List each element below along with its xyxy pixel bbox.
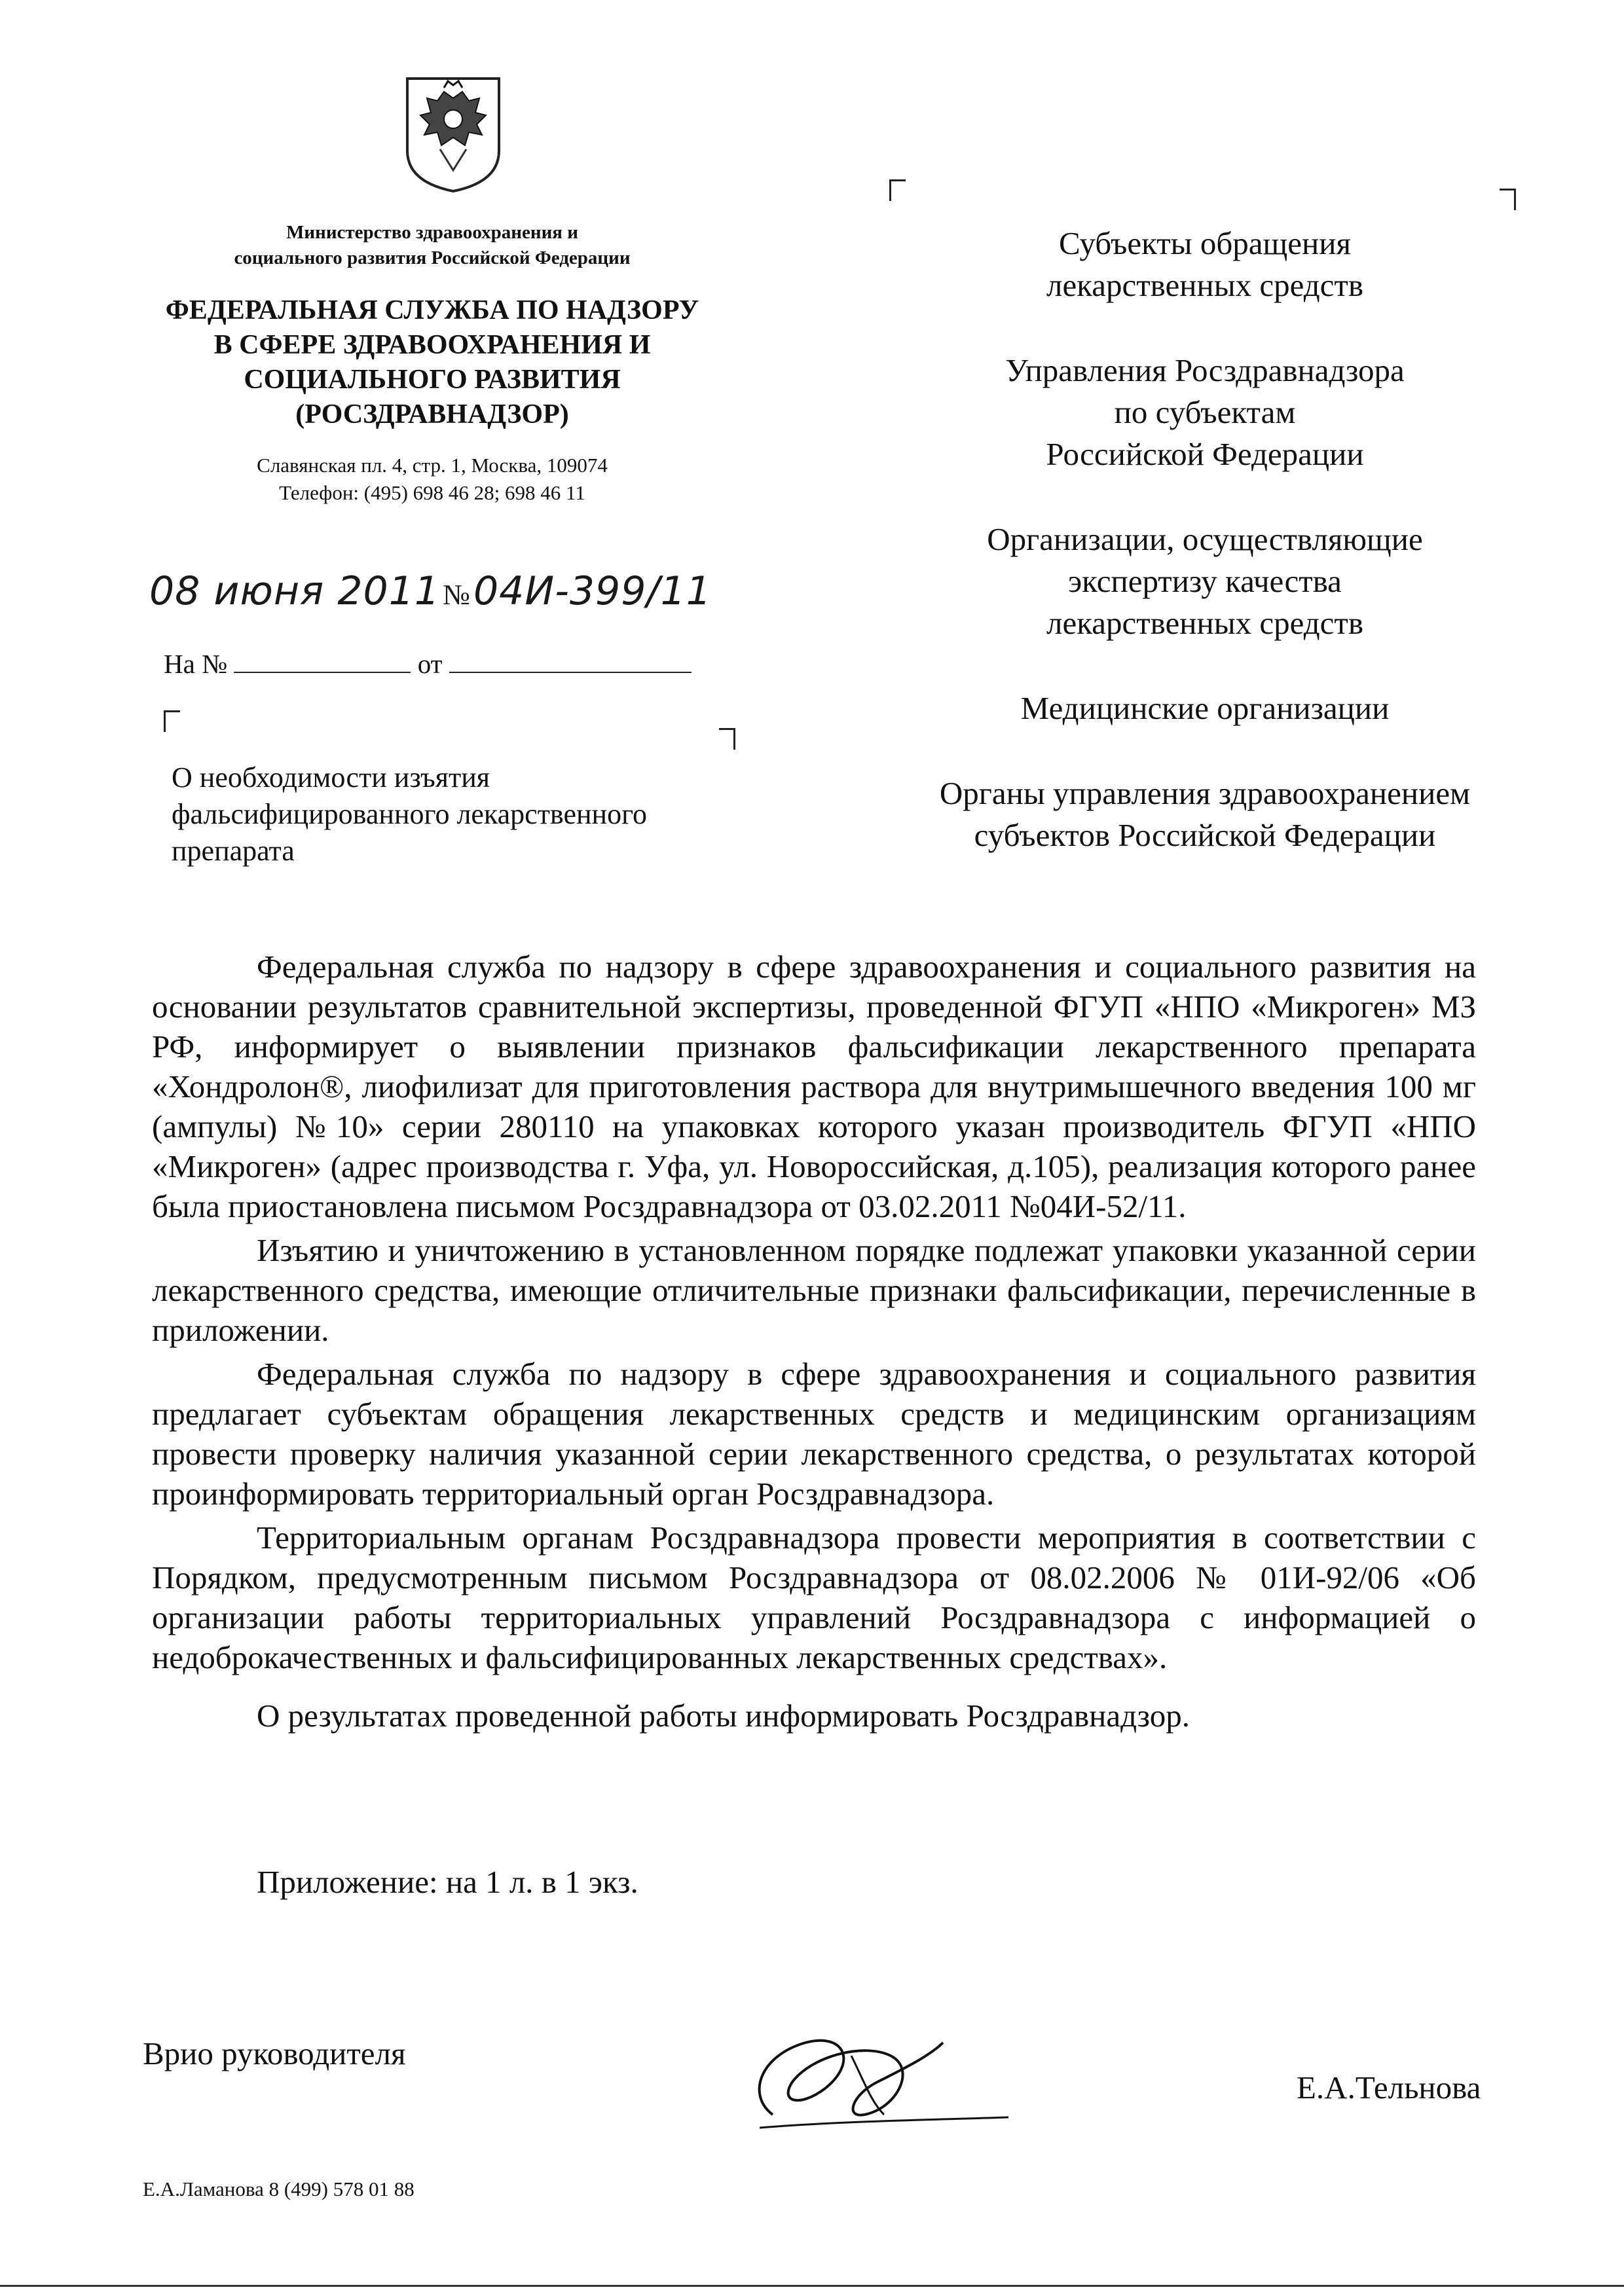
- letter-body: [152, 947, 1476, 1740]
- body-paragraph: Федеральная служба по надзору в сфере здравоохранения и социального развития на основании результатов сравнительной экспертизы, проведенной ФГУП «НПО «Микроген» МЗ РФ, информирует о выявлении признаков фальсификации лекарственного препарата «Хондролон®, лиофилизат для приготовления раствора для внутримышечного введения 100 мг (ампулы) №10» серии 280110 на упаковках которого указан производитель ФГУП «НПО «Микроген» (адрес производства г. Уфа, ул. Новороссийская, д.105), реализация которого ранее была приостановлена письмом Росздравнадзора от 03.02.2011 №04И-52/11.: [152, 949, 1476, 1224]
- appendix-note: Приложение: на 1 л. в 1 экз.: [257, 1864, 638, 1900]
- reference-number-label: На №: [164, 649, 228, 679]
- letter-subject: О необходимости изъятия фальсифицированного лекарственного препарата: [172, 761, 648, 867]
- body-paragraph: Федеральная служба по надзору в сфере здравоохранения и социального развития предлагает субъектам обращения лекарственных средств и медицинским организациям провести проверку наличия указанной серии лекарственного средства, о результатах которой проинформировать территориальный орган Росздравнадзора.: [152, 1356, 1476, 1512]
- body-paragraph: Территориальным органам Росздравнадзора провести мероприятия в соответствии с Порядком, предусмотренным письмом Росздравнадзора от 08.02.2006 № 01И-92/06 «Об организации работы территориальных управлений Росздравнадзора с информацией о недоброкачественных и фальсифицированных лекарственных средствах».: [152, 1520, 1476, 1675]
- addressee-item: Органы управления здравоохранением субъектов Российской Федерации: [939, 775, 1471, 853]
- addressee-corner-right: [1500, 189, 1516, 210]
- addressee-corner-left: [889, 179, 906, 201]
- service-address: Славянская пл. 4, стр. 1, Москва, 109074 Телефон: (495) 698 46 28; 698 46 11: [257, 454, 608, 504]
- ministry-name: Министерство здравоохранения и социального развития Российской Федерации: [234, 222, 631, 268]
- registration-number: 04И-399/11: [473, 568, 712, 614]
- registration-date: 08 июня 2011: [149, 568, 441, 614]
- signatory-title: Врио руководителя: [143, 2035, 406, 2071]
- reference-number-blank: [234, 648, 411, 673]
- subject-corner-left: [164, 710, 180, 732]
- addressee-item: Медицинские организации: [1020, 690, 1390, 726]
- addressee-item: Управления Росздравнадзора по субъектам Российской Федерации: [1005, 352, 1405, 472]
- coat-of-arms-emblem: [398, 72, 508, 195]
- reference-date-label: от: [417, 649, 443, 679]
- reference-line: [164, 648, 740, 680]
- executor-contact: Е.А.Ламанова 8 (499) 578 01 88: [143, 2178, 415, 2200]
- addressee-list: [871, 223, 1539, 900]
- handwritten-signature: [733, 2016, 1022, 2147]
- body-paragraph: Изъятию и уничтожению в установленном порядке подлежат упаковки указанной серии лекарственного средства, имеющие отличительные признаки фальсификации, перечисленные в приложении.: [152, 1232, 1476, 1348]
- addressee-item: Субъекты обращения лекарственных средств: [1046, 225, 1363, 303]
- number-sign: №: [443, 579, 471, 611]
- addressee-item: Организации, осуществляющие экспертизу качества лекарственных средств: [987, 521, 1423, 641]
- subject-corner-right: [719, 728, 735, 750]
- registration-line: [149, 568, 778, 627]
- page-bottom-rule: [0, 2285, 1624, 2287]
- service-name: ФЕДЕРАЛЬНАЯ СЛУЖБА ПО НАДЗОРУ В СФЕРЕ ЗДРАВООХРАНЕНИЯ И СОЦИАЛЬНОГО РАЗВИТИЯ (РОСЗДРАВНАДЗОР): [165, 295, 699, 429]
- body-paragraph: О результатах проведенной работы информировать Росздравнадзор.: [257, 1698, 1190, 1734]
- signatory-name: Е.А.Тельнова: [1297, 2069, 1481, 2105]
- reference-date-blank: [449, 648, 692, 673]
